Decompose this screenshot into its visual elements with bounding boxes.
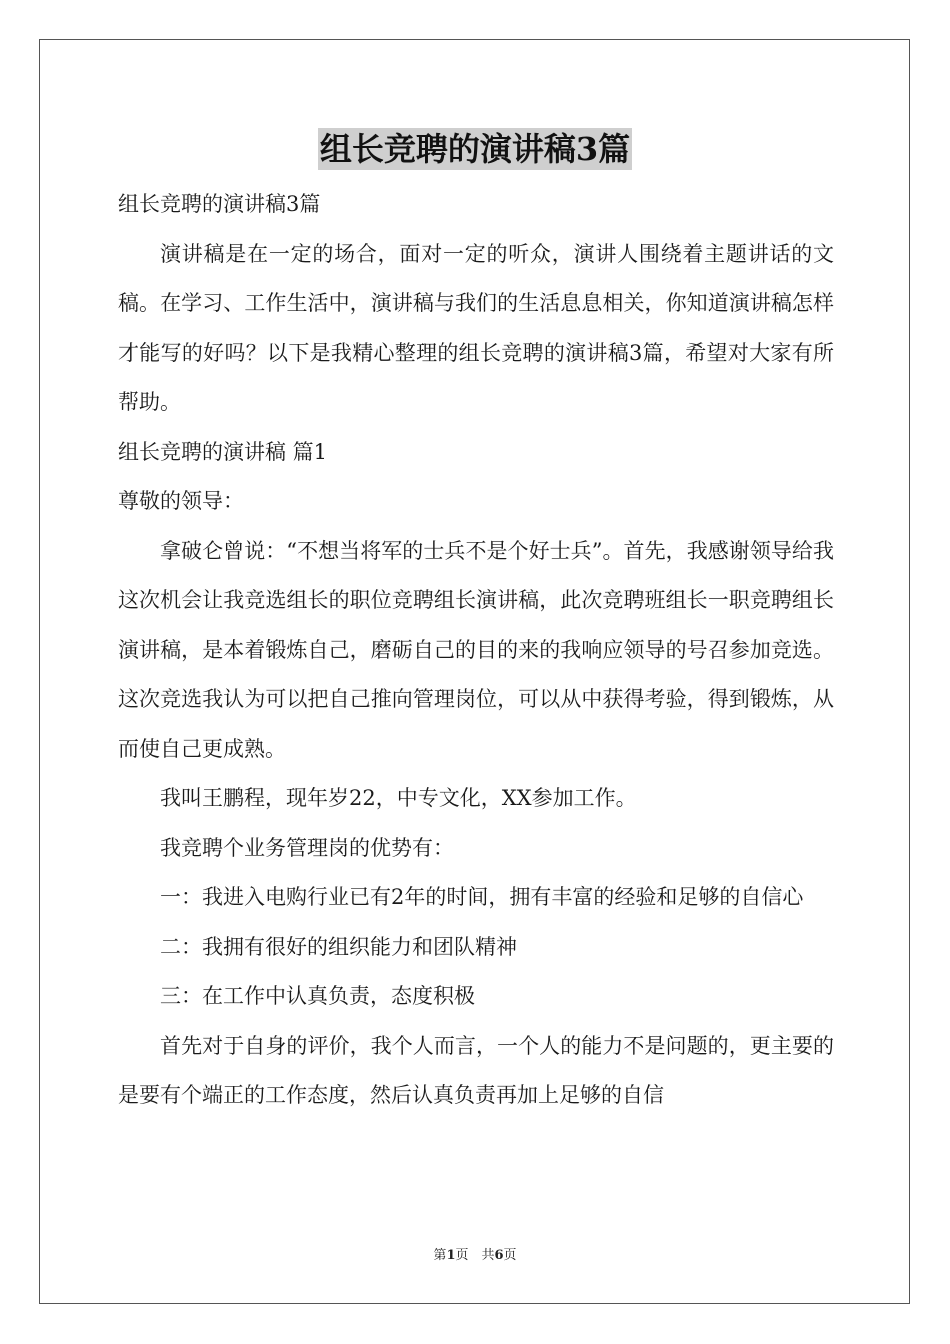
page-footer: [0, 1244, 950, 1263]
document-title: 组长竞聘的演讲稿3篇: [319, 130, 631, 168]
list-item: 三：在工作中认真负责，态度积极: [160, 984, 475, 1008]
footer-prefix: 第: [433, 1248, 447, 1263]
body-paragraph: 首先对于自身的评价，我个人而言，一个人的能力不是问题的，更主要的是要有个端正的工作态度，然后认真负责再加上足够的自信: [118, 1033, 834, 1107]
document-body: [118, 180, 834, 1121]
footer-total-pages: 6: [494, 1248, 504, 1263]
subtitle-line: 组长竞聘的演讲稿3篇: [118, 192, 321, 216]
footer-page-number: 1: [446, 1248, 456, 1263]
body-paragraph: 我竞聘个业务管理岗的优势有：: [160, 835, 454, 860]
list-item: 一：我进入电购行业已有2年的时间，拥有丰富的经验和足够的自信心: [160, 885, 804, 909]
body-paragraph: 我叫王鹏程，现年岁22，中专文化，XX参加工作。: [160, 786, 637, 810]
salutation: 尊敬的领导：: [118, 489, 244, 513]
list-item: 二：我拥有很好的组织能力和团队精神: [160, 934, 517, 959]
section-heading: 组长竞聘的演讲稿 篇1: [118, 439, 328, 464]
body-paragraph: 拿破仑曾说：“不想当将军的士兵不是个好士兵”。首先，我感谢领导给我这次机会让我竞选组长的职位竞聘组长演讲稿，此次竞聘班组长一职竞聘组长演讲稿，是本着锻炼自己，磨砺自己的目的来的我响应领导的号召参加竞选。这次竞选我认为可以把自己推向管理岗位，可以从中获得考验，得到锻炼，从而使自己更成熟。: [118, 538, 834, 761]
title-container: [0, 128, 950, 170]
intro-paragraph: 演讲稿是在一定的场合，面对一定的听众，演讲人围绕着主题讲话的文稿。在学习、工作生活中，演讲稿与我们的生活息息相关，你知道演讲稿怎样才能写的好吗？以下是我精心整理的组长竞聘的演讲稿3篇，希望对大家有所帮助。: [118, 241, 834, 414]
footer-mid: 页 共: [455, 1248, 495, 1263]
footer-suffix: 页: [503, 1248, 517, 1263]
